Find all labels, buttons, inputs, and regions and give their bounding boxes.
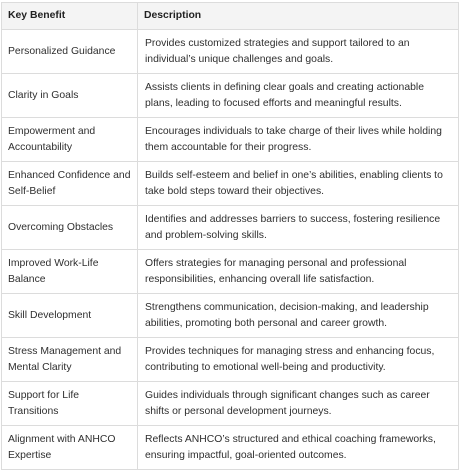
description-cell: Reflects ANHCO’s structured and ethical coaching frameworks, ensuring impactful, goal-oriented outcomes.	[138, 426, 459, 470]
description-cell: Provides techniques for managing stress and enhancing focus, contributing to emotional well-being and productivity.	[138, 338, 459, 382]
table-row	[2, 74, 459, 118]
column-header-description: Description	[138, 3, 459, 30]
benefit-cell: Overcoming Obstacles	[2, 206, 138, 250]
table-row	[2, 118, 459, 162]
table-row	[2, 162, 459, 206]
column-header-key-benefit: Key Benefit	[2, 3, 138, 30]
description-cell: Encourages individuals to take charge of their lives while holding them accountable for their progress.	[138, 118, 459, 162]
benefit-cell: Skill Development	[2, 294, 138, 338]
benefit-cell: Clarity in Goals	[2, 74, 138, 118]
table-row	[2, 382, 459, 426]
table-row	[2, 206, 459, 250]
benefit-cell: Enhanced Confidence and Self-Belief	[2, 162, 138, 206]
table-row	[2, 30, 459, 74]
table-row	[2, 250, 459, 294]
benefit-cell: Personalized Guidance	[2, 30, 138, 74]
benefit-cell: Improved Work-Life Balance	[2, 250, 138, 294]
description-cell: Offers strategies for managing personal and professional responsibilities, enhancing overall life satisfaction.	[138, 250, 459, 294]
description-cell: Provides customized strategies and support tailored to an individual’s unique challenges and goals.	[138, 30, 459, 74]
table-row	[2, 426, 459, 470]
benefits-table-container	[1, 2, 458, 470]
description-cell: Builds self-esteem and belief in one’s abilities, enabling clients to take bold steps toward their objectives.	[138, 162, 459, 206]
benefits-table	[1, 2, 459, 470]
benefit-cell: Empowerment and Accountability	[2, 118, 138, 162]
description-cell: Assists clients in defining clear goals and creating actionable plans, leading to focused efforts and meaningful results.	[138, 74, 459, 118]
benefit-cell: Stress Management and Mental Clarity	[2, 338, 138, 382]
table-row	[2, 294, 459, 338]
description-cell: Guides individuals through significant changes such as career shifts or personal development journeys.	[138, 382, 459, 426]
table-header-row	[2, 3, 459, 30]
benefit-cell: Alignment with ANHCO Expertise	[2, 426, 138, 470]
benefit-cell: Support for Life Transitions	[2, 382, 138, 426]
table-row	[2, 338, 459, 382]
description-cell: Strengthens communication, decision-making, and leadership abilities, promoting both personal and career growth.	[138, 294, 459, 338]
description-cell: Identifies and addresses barriers to success, fostering resilience and problem-solving skills.	[138, 206, 459, 250]
